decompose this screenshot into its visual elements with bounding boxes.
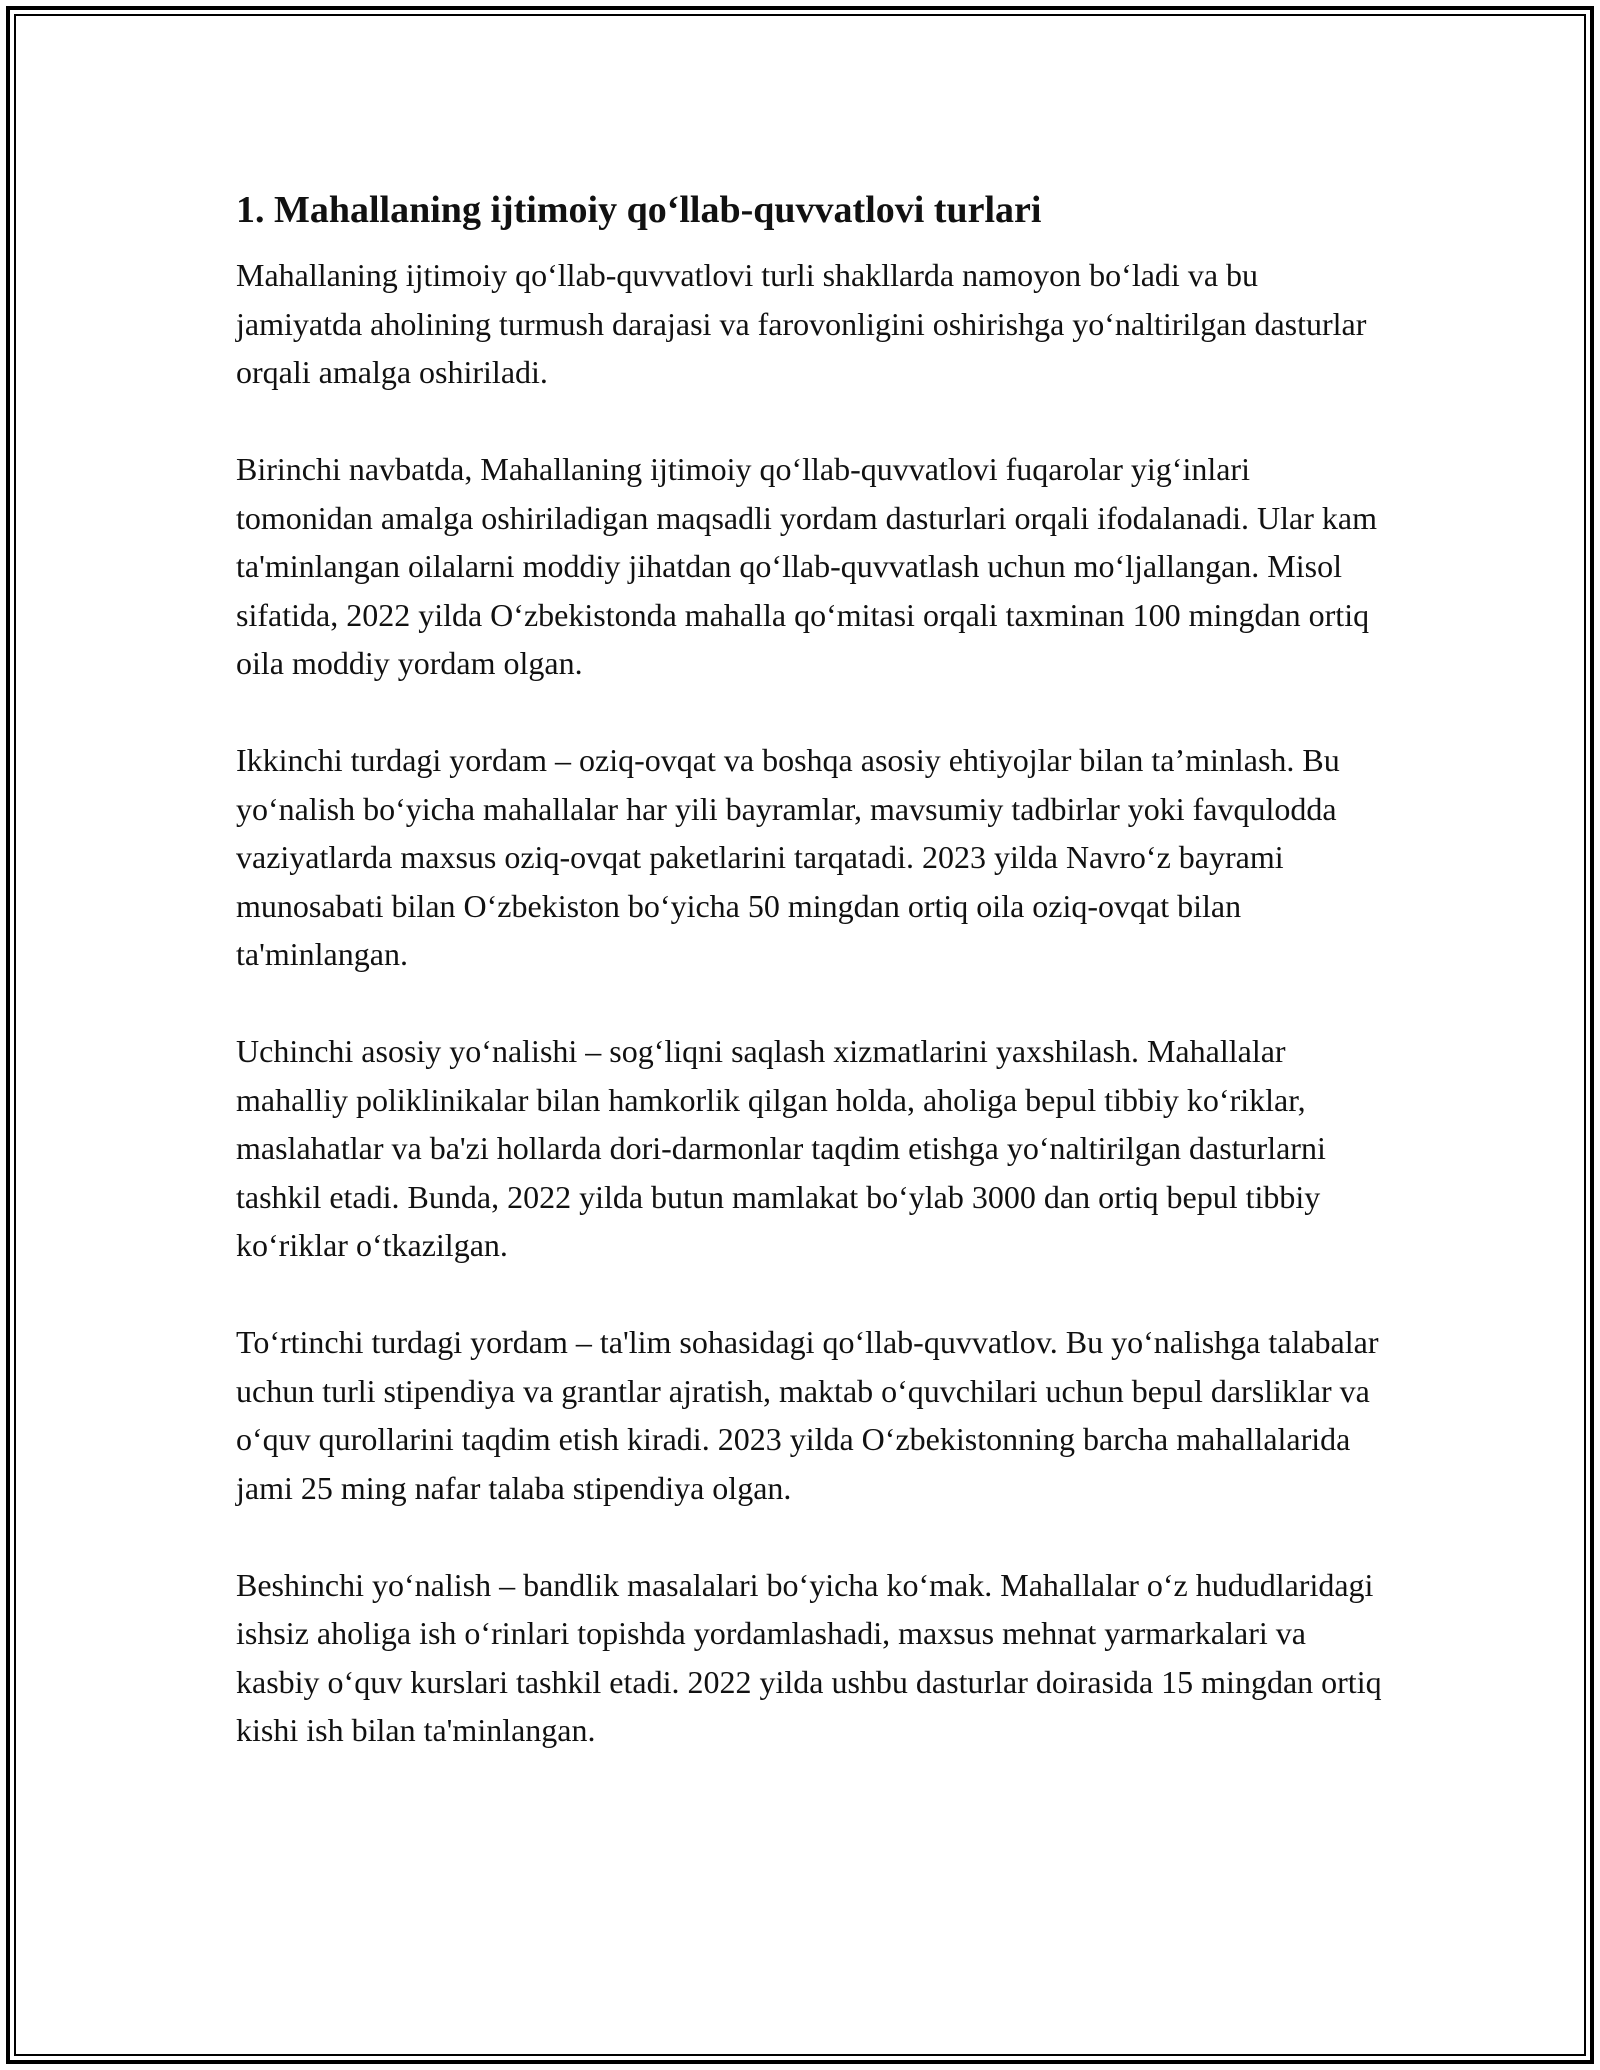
- document-body: [236, 185, 1386, 1803]
- paragraph-fifth-type: Beshinchi yo‘nalish – bandlik masalalari bo‘yicha ko‘mak. Mahallalar o‘z hududlaridagi ishsiz aholiga ish o‘rinlari topishda yordamlashadi, maxsus mehnat yarmarkalari va kasbiy o‘quv kurslari tashkil etadi. 2022 yilda ushbu dasturlar doirasida 15 mingdan ortiq kishi ish bilan ta'minlangan.: [236, 1566, 1382, 1748]
- paragraph-second-type: Ikkinchi turdagi yordam – oziq-ovqat va boshqa asosiy ehtiyojlar bilan ta’minlash. Bu yo‘nalish bo‘yicha mahallalar har yili bayramlar, mavsumiy tadbirlar yoki favqulodda vaziyatlarda maxsus oziq-ovqat paketlarini tarqatadi. 2023 yilda Navro‘z bayrami munosabati bilan O‘zbekiston bo‘yicha 50 mingdan ortiq oila oziq-ovqat bilan ta'minlangan.: [236, 742, 1340, 972]
- paragraph-first-type: Birinchi navbatda, Mahallaning ijtimoiy qo‘llab-quvvatlovi fuqarolar yig‘inlari tomonidan amalga oshiriladigan maqsadli yordam dasturlari orqali ifodalanadi. Ular kam ta'minlangan oilalarni moddiy jihatdan qo‘llab-quvvatlash uchun mo‘ljallangan. Misol sifatida, 2022 yilda O‘zbekistonda mahalla qo‘mitasi orqali taxminan 100 mingdan ortiq oila moddiy yordam olgan.: [236, 451, 1377, 681]
- paragraph-intro: Mahallaning ijtimoiy qo‘llab-quvvatlovi turli shakllarda namoyon bo‘ladi va bu jamiyatda aholining turmush darajasi va farovonligini oshirishga yo‘naltirilgan dasturlar orqali amalga oshiriladi.: [236, 257, 1367, 390]
- paragraph-third-type: Uchinchi asosiy yo‘nalishi – sog‘liqni saqlash xizmatlarini yaxshilash. Mahallalar mahalliy poliklinikalar bilan hamkorlik qilgan holda, aholiga bepul tibbiy ko‘riklar, maslahatlar va ba'zi hollarda dori-darmonlar taqdim etishga yo‘naltirilgan dasturlarni tashkil etadi. Bunda, 2022 yilda butun mamlakat bo‘ylab 3000 dan ortiq bepul tibbiy ko‘riklar o‘tkazilgan.: [236, 1033, 1326, 1263]
- section-heading: 1. Mahallaning ijtimoiy qo‘llab-quvvatlovi turlari: [236, 189, 1042, 231]
- paragraph-fourth-type: To‘rtinchi turdagi yordam – ta'lim sohasidagi qo‘llab-quvvatlov. Bu yo‘nalishga talabalar uchun turli stipendiya va grantlar ajratish, maktab o‘quvchilari uchun bepul darsliklar va o‘quv qurollarini taqdim etish kiradi. 2023 yilda O‘zbekistonning barcha mahallalarida jami 25 ming nafar talaba stipendiya olgan.: [236, 1324, 1379, 1506]
